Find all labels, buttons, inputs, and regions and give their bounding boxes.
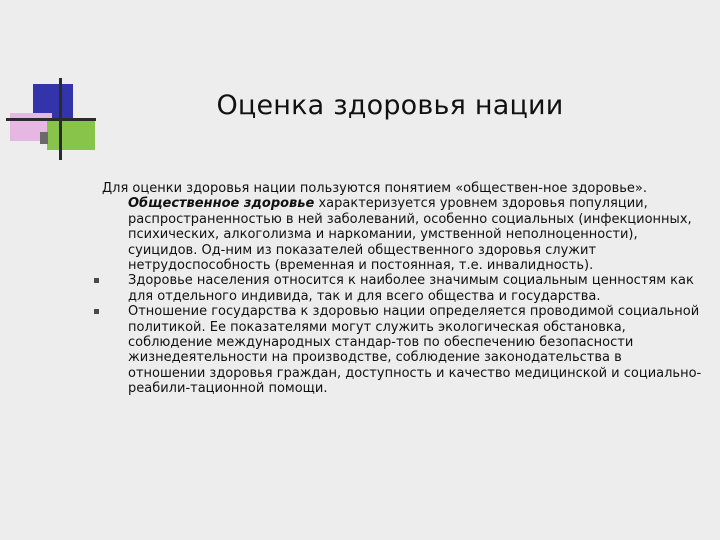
intro-term: Общественное здоровье xyxy=(128,196,315,212)
decor-horizontal-line xyxy=(6,118,96,121)
slide-body xyxy=(102,181,702,397)
intro-rest: характеризуется уровнем здоровья популяции, распространенностью в ней заболеваний, особенно социальных (инфекционных, психических, алкоголизма и наркомании, умственной неполноценности), суицидов. Од-ним из показателей общественного здоровья служит нетрудоспособность (временная и постоянная, т.е. инвалидность). xyxy=(128,196,692,274)
intro-lead: Для оценки здоровья нации пользуются понятием «обществен-ное здоровье». xyxy=(102,181,647,196)
decor-shadow-block xyxy=(40,132,48,144)
square-bullet-icon xyxy=(94,309,99,314)
bullet-item xyxy=(102,273,702,304)
slide-title: Оценка здоровья нации xyxy=(216,90,564,121)
bullet-text: Здоровье населения относится к наиболее значимым социальным ценностям как для отдельного индивида, так и для всего общества и государства. xyxy=(128,273,694,304)
bullet-text: Отношение государства к здоровью нации определяется проводимой социальной политикой. Ее показателями могут служить экологическая обстановка, соблюдение международных стандар-тов по обеспечению безопасности жизнедеятельности на производстве, соблюдение законодательства в отношении здоровья граждан, доступность и качество медицинской и социально-реабили-тационной помощи. xyxy=(128,304,702,397)
bullet-item xyxy=(102,304,702,396)
intro-paragraph xyxy=(102,181,702,273)
square-bullet-icon xyxy=(94,278,99,283)
decor-green-rect xyxy=(47,119,95,150)
